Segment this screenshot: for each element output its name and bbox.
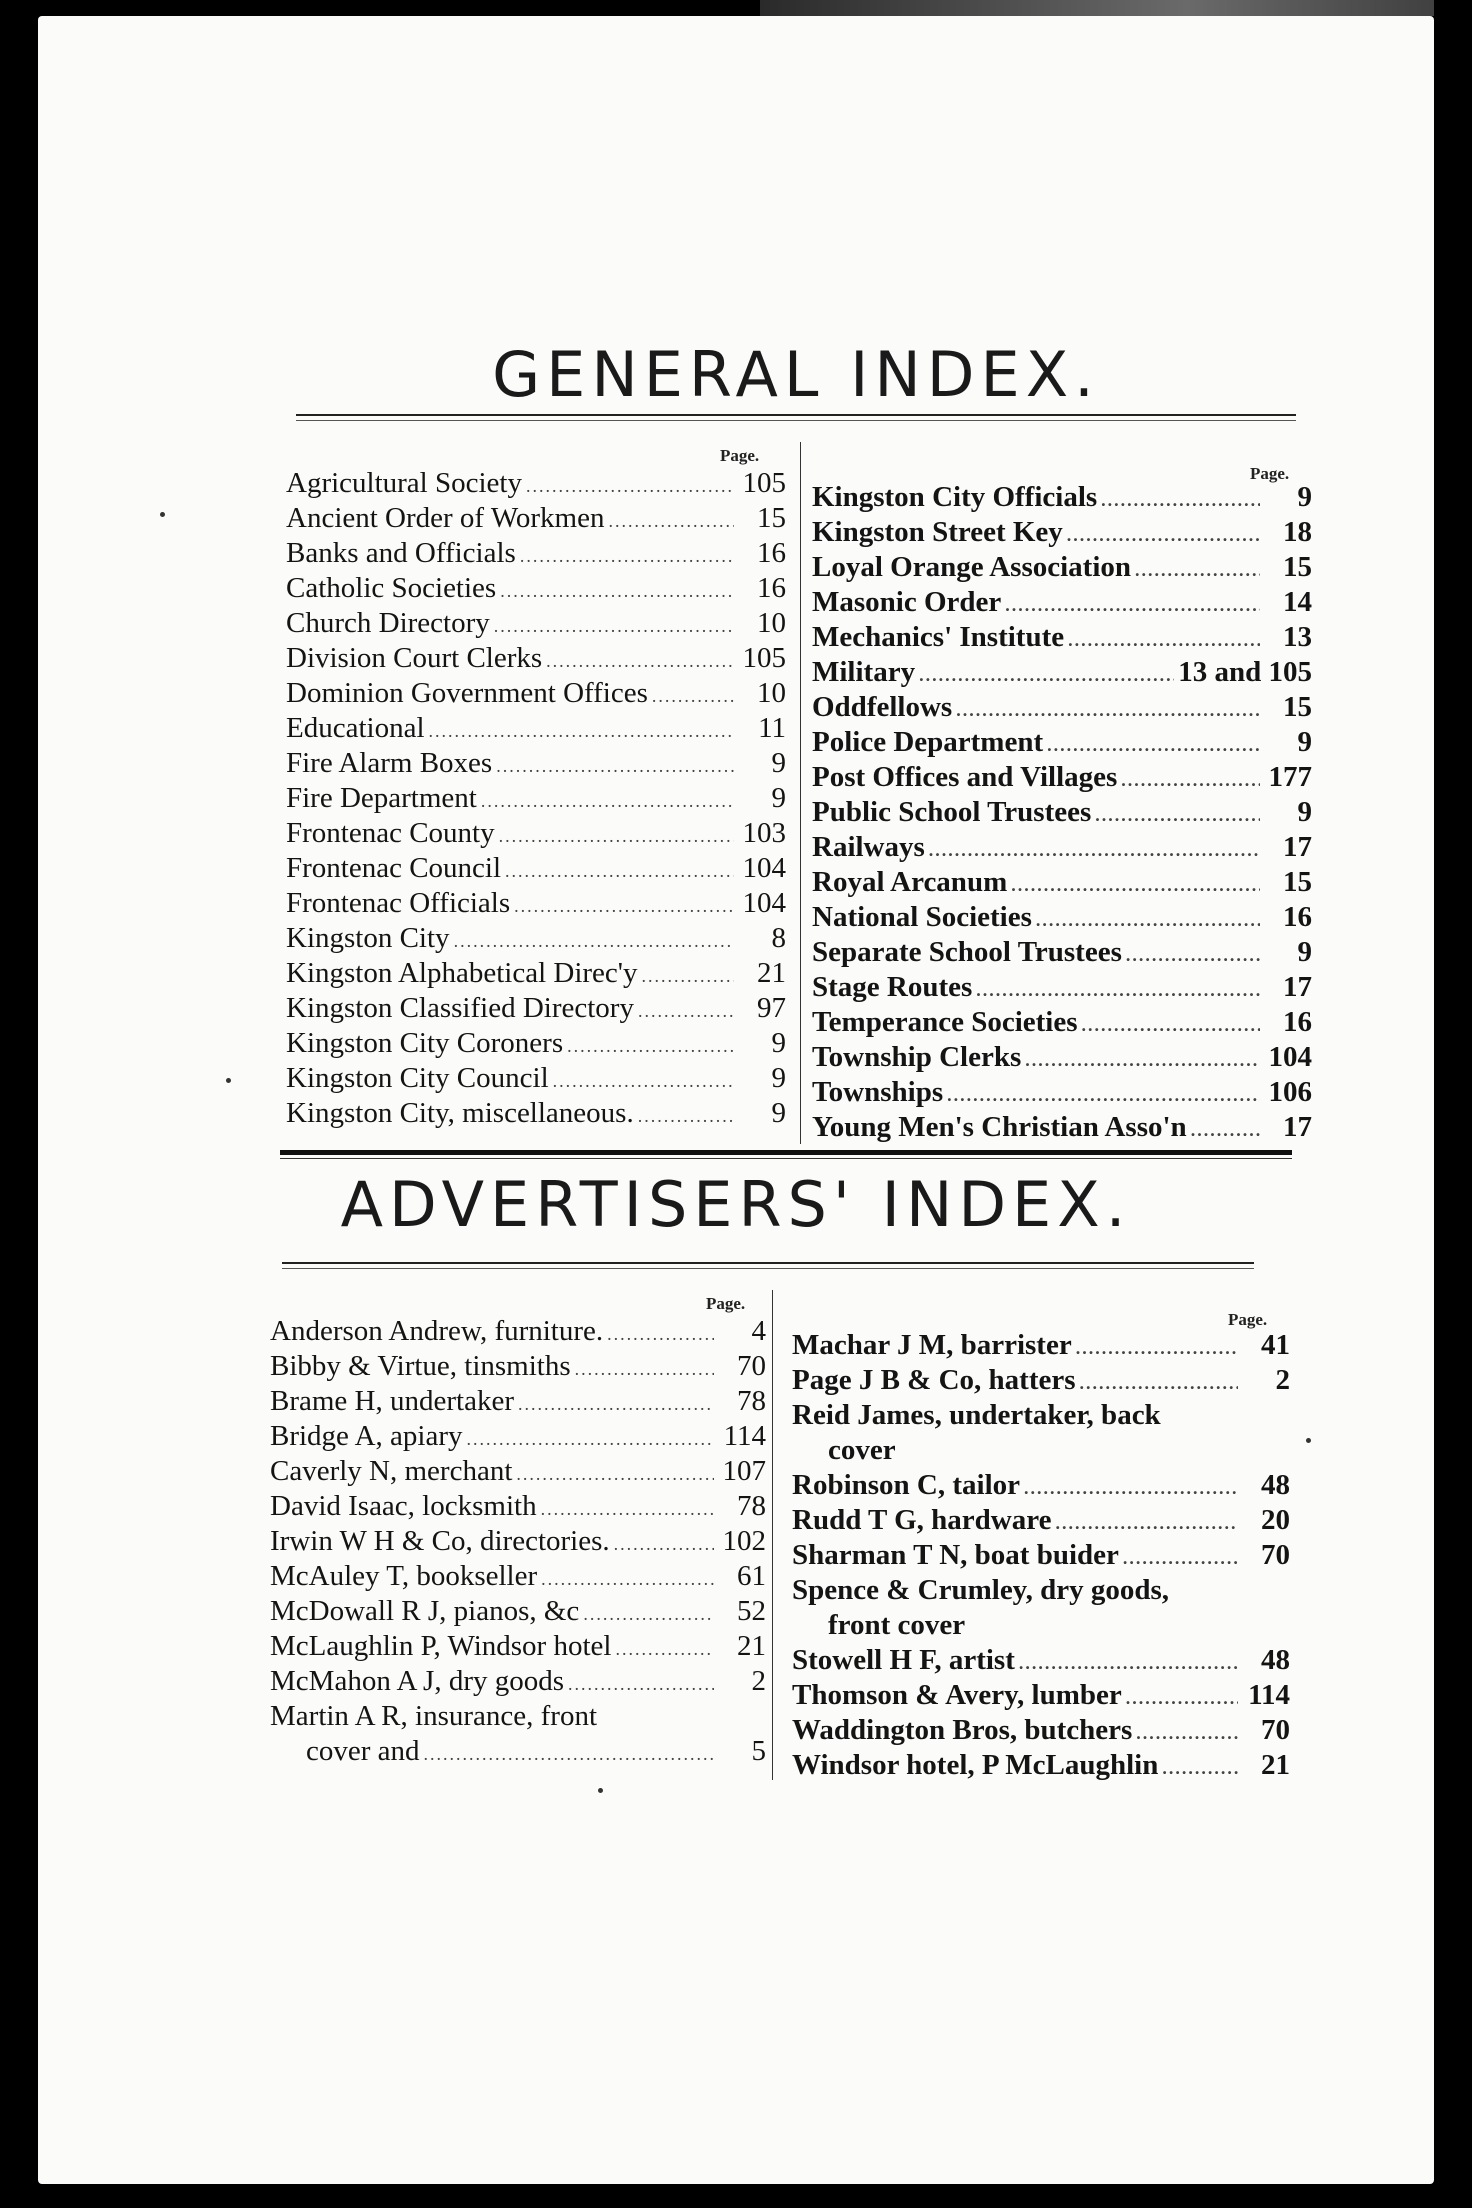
dot-leader <box>424 1737 714 1772</box>
index-entry-label: Division Court Clerks <box>286 642 543 674</box>
dot-leader <box>956 693 1260 728</box>
index-entry <box>286 1061 786 1096</box>
dot-leader <box>1055 1506 1238 1541</box>
dot-leader <box>1126 938 1260 973</box>
index-entry-page: 2 <box>751 1665 766 1697</box>
index-entry-page: 107 <box>722 1455 766 1487</box>
dot-leader <box>1121 763 1260 798</box>
index-entry-label: Frontenac Council <box>286 852 502 884</box>
index-entry-label: Machar J M, barrister <box>792 1329 1072 1361</box>
index-entry-page: 4 <box>751 1315 766 1347</box>
index-entry-page: 16 <box>1283 901 1312 933</box>
scan-border-right <box>1434 0 1472 2208</box>
index-entry-page: 14 <box>1283 586 1312 618</box>
index-entry-page: 5 <box>751 1735 766 1767</box>
dot-leader <box>568 1667 714 1702</box>
general-column-divider <box>800 442 801 1144</box>
index-entry-page: 21 <box>737 1630 766 1662</box>
index-entry-label: Agricultural Society <box>286 467 522 499</box>
index-entry-page: 78 <box>737 1490 766 1522</box>
index-entry-page: 102 <box>722 1525 766 1557</box>
dot-leader <box>481 784 734 819</box>
index-entry <box>286 571 786 606</box>
index-entry <box>286 501 786 536</box>
advertisers-right-page-heading: Page. <box>1228 1310 1268 1329</box>
dot-leader <box>1067 518 1260 553</box>
general-right-page-heading: Page. <box>1250 464 1290 483</box>
index-entry <box>270 1454 766 1489</box>
index-entry-label: Kingston Alphabetical Direc'y <box>286 957 638 989</box>
dot-leader <box>1080 1366 1238 1401</box>
index-entry <box>792 1363 1290 1398</box>
index-entry-page: 10 <box>757 677 786 709</box>
index-entry <box>812 830 1312 865</box>
index-entry-label: Page J B & Co, hatters <box>792 1364 1076 1396</box>
index-entry-label: Kingston City Officials <box>812 481 1098 513</box>
index-entry-label: Ancient Order of Workmen <box>286 502 605 534</box>
index-entry-label: Rudd T G, hardware <box>792 1504 1052 1536</box>
index-entry-label: Reid James, undertaker, back <box>792 1399 1161 1431</box>
dot-leader <box>1191 1113 1260 1148</box>
index-entry-label: Mechanics' Institute <box>812 621 1065 653</box>
index-entry-label: Oddfellows <box>812 691 953 723</box>
index-entry-label: Post Offices and Villages <box>812 761 1118 793</box>
index-entry-label: National Societies <box>812 901 1032 933</box>
index-entry-label: Royal Arcanum <box>812 866 1008 898</box>
dot-leader <box>1135 553 1260 588</box>
index-entry <box>792 1678 1290 1713</box>
general-index-right-column <box>812 480 1312 1145</box>
index-entry-page: 17 <box>1283 971 1312 1003</box>
index-entry <box>792 1503 1290 1538</box>
index-entry-page: 78 <box>737 1385 766 1417</box>
dot-leader <box>1126 1681 1238 1716</box>
index-entry-label: Frontenac County <box>286 817 495 849</box>
index-entry-label: Young Men's Christian Asso'n <box>812 1111 1187 1143</box>
general-left-page-heading: Page. <box>720 446 760 465</box>
index-entry-page: 104 <box>742 852 786 884</box>
index-entry <box>792 1573 1290 1608</box>
dot-leader <box>1162 1751 1238 1786</box>
dot-leader <box>976 973 1260 1008</box>
dot-leader <box>1025 1043 1260 1078</box>
dot-leader <box>583 1597 714 1632</box>
index-entry-page: 16 <box>1283 1006 1312 1038</box>
index-entry-page: 9 <box>771 1027 786 1059</box>
index-entry <box>270 1419 766 1454</box>
scan-border-top <box>760 0 1472 16</box>
index-entry-page: 9 <box>771 1062 786 1094</box>
index-entry-label: Railways <box>812 831 925 863</box>
dot-leader <box>518 1387 714 1422</box>
index-entry <box>792 1433 1290 1468</box>
index-entry-label: Caverly N, merchant <box>270 1455 513 1487</box>
index-entry-label: Separate School Trustees <box>812 936 1122 968</box>
scan-speck <box>1306 1438 1311 1443</box>
index-entry-page: 10 <box>757 607 786 639</box>
index-entry <box>812 760 1312 795</box>
index-entry <box>270 1524 766 1559</box>
index-entry-label: David Isaac, locksmith <box>270 1490 537 1522</box>
index-entry-label: Martin A R, insurance, front <box>270 1700 598 1732</box>
index-entry <box>812 620 1312 655</box>
index-entry <box>270 1734 766 1769</box>
index-entry-label: McDowall R J, pianos, &c <box>270 1595 580 1627</box>
dot-leader <box>499 819 734 854</box>
dot-leader <box>1068 623 1260 658</box>
index-entry <box>286 816 786 851</box>
index-entry <box>812 935 1312 970</box>
index-entry-page: 41 <box>1261 1329 1290 1361</box>
index-entry-page: 105 <box>742 642 786 674</box>
index-entry <box>286 886 786 921</box>
index-entry-label: Bridge A, apiary <box>270 1420 463 1452</box>
index-entry-label: Dominion Government Offices <box>286 677 648 709</box>
index-entry-label: Kingston Street Key <box>812 516 1063 548</box>
index-entry-page: 114 <box>723 1420 766 1452</box>
index-entry <box>286 641 786 676</box>
index-entry-label: Temperance Societies <box>812 1006 1078 1038</box>
index-entry-label: Stage Routes <box>812 971 973 1003</box>
index-entry-page: 97 <box>757 992 786 1024</box>
dot-leader <box>514 889 734 924</box>
index-entry-label: Kingston City Coroners <box>286 1027 564 1059</box>
index-entry-label: McAuley T, bookseller <box>270 1560 538 1592</box>
index-entry-label: Sharman T N, boat buider <box>792 1539 1119 1571</box>
index-entry-page: 13 <box>1283 621 1312 653</box>
dot-leader <box>638 994 734 1029</box>
index-entry <box>792 1748 1290 1783</box>
index-entry <box>792 1608 1290 1643</box>
index-entry-label: Loyal Orange Association <box>812 551 1132 583</box>
index-entry-page: 9 <box>1297 936 1312 968</box>
advertisers-left-page-heading: Page. <box>706 1294 746 1313</box>
index-entry-page: 114 <box>1248 1679 1290 1711</box>
index-entry-page: 2 <box>1275 1364 1290 1396</box>
index-entry <box>286 991 786 1026</box>
dot-leader <box>615 1632 714 1667</box>
index-entry <box>270 1629 766 1664</box>
index-entry <box>286 711 786 746</box>
index-entry-page: 18 <box>1283 516 1312 548</box>
index-entry-label: Bibby & Virtue, tinsmiths <box>270 1350 571 1382</box>
index-entry-label: Spence & Crumley, dry goods, <box>792 1574 1169 1606</box>
dot-leader <box>638 1099 734 1134</box>
dot-leader <box>546 644 734 679</box>
index-entry <box>812 795 1312 830</box>
index-entry-page: 9 <box>771 747 786 779</box>
index-entry-page: 106 <box>1268 1076 1312 1108</box>
dot-leader <box>553 1064 734 1099</box>
advertisers-column-divider <box>772 1290 773 1780</box>
index-entry <box>286 746 786 781</box>
index-entry <box>286 1026 786 1061</box>
index-entry-label: Kingston City Council <box>286 1062 549 1094</box>
index-entry <box>286 536 786 571</box>
dot-leader <box>1082 1008 1260 1043</box>
index-entry-page: 104 <box>1268 1041 1312 1073</box>
scan-speck <box>226 1078 231 1083</box>
dot-leader <box>1047 728 1260 763</box>
index-entry-label: Kingston Classified Directory <box>286 992 634 1024</box>
index-entry-label: cover and <box>306 1735 420 1767</box>
index-entry <box>812 480 1312 515</box>
index-entry <box>286 851 786 886</box>
index-entry-page: 21 <box>757 957 786 989</box>
index-entry <box>286 781 786 816</box>
index-entry-page: 105 <box>742 467 786 499</box>
index-entry <box>286 466 786 501</box>
index-entry <box>812 1005 1312 1040</box>
general-index-bottom-rule <box>280 1150 1292 1159</box>
index-entry-page: 9 <box>1297 796 1312 828</box>
index-entry-label: cover <box>828 1434 896 1466</box>
index-entry-page: 177 <box>1268 761 1312 793</box>
dot-leader <box>505 854 734 889</box>
index-entry-label: Kingston City <box>286 922 450 954</box>
advertisers-index-left-column <box>270 1314 766 1769</box>
dot-leader <box>1011 868 1260 903</box>
index-entry-page: 17 <box>1283 831 1312 863</box>
index-entry <box>792 1643 1290 1678</box>
index-entry <box>270 1489 766 1524</box>
index-entry-page: 20 <box>1261 1504 1290 1536</box>
scan-speck <box>160 512 165 517</box>
index-entry <box>812 585 1312 620</box>
index-entry-label: Fire Alarm Boxes <box>286 747 493 779</box>
general-index-top-rule <box>296 414 1296 421</box>
index-entry <box>812 690 1312 725</box>
index-entry-label: Brame H, undertaker <box>270 1385 514 1417</box>
index-entry <box>270 1314 766 1349</box>
dot-leader <box>494 609 734 644</box>
advertisers-index-top-rule <box>282 1262 1254 1269</box>
index-entry-page: 15 <box>757 502 786 534</box>
dot-leader <box>608 504 734 539</box>
dot-leader <box>541 1492 714 1527</box>
index-entry-label: Military <box>812 656 916 688</box>
index-entry-page: 52 <box>737 1595 766 1627</box>
index-entry <box>812 1040 1312 1075</box>
index-entry-page: 16 <box>757 572 786 604</box>
dot-leader <box>642 959 734 994</box>
dot-leader <box>652 679 734 714</box>
index-entry <box>286 1096 786 1131</box>
index-entry-label: Banks and Officials <box>286 537 516 569</box>
index-entry-label: Frontenac Officials <box>286 887 511 919</box>
dot-leader <box>500 574 734 609</box>
index-entry-page: 70 <box>1261 1539 1290 1571</box>
index-entry-label: Waddington Bros, butchers <box>792 1714 1133 1746</box>
index-entry-page: 9 <box>1297 726 1312 758</box>
dot-leader <box>919 658 1174 693</box>
index-entry <box>270 1349 766 1384</box>
index-entry-label: Fire Department <box>286 782 477 814</box>
dot-leader <box>496 749 734 784</box>
index-entry-label: Catholic Societies <box>286 572 497 604</box>
dot-leader <box>575 1352 714 1387</box>
index-entry <box>812 655 1312 690</box>
dot-leader <box>429 714 734 749</box>
dot-leader <box>607 1317 714 1352</box>
dot-leader <box>516 1457 714 1492</box>
dot-leader <box>929 833 1260 868</box>
index-entry-label: Church Directory <box>286 607 490 639</box>
dot-leader <box>1101 483 1260 518</box>
advertisers-index-title: ADVERTISERS' INDEX. <box>340 1168 1132 1241</box>
index-entry-label: front cover <box>828 1609 966 1641</box>
index-entry-label: Public School Trustees <box>812 796 1092 828</box>
index-entry-label: Windsor hotel, P McLaughlin <box>792 1749 1159 1781</box>
index-entry <box>812 900 1312 935</box>
dot-leader <box>466 1422 714 1457</box>
index-entry-label: Township Clerks <box>812 1041 1022 1073</box>
scan-speck <box>598 1788 603 1793</box>
index-entry-label: Robinson C, tailor <box>792 1469 1021 1501</box>
advertisers-index-right-column <box>792 1328 1290 1783</box>
general-index-left-column <box>286 466 786 1131</box>
index-entry-label: McMahon A J, dry goods <box>270 1665 565 1697</box>
dot-leader <box>454 924 734 959</box>
index-entry-page: 8 <box>771 922 786 954</box>
index-entry <box>270 1559 766 1594</box>
index-entry-page: 13 and 105 <box>1178 656 1312 688</box>
index-entry-label: Educational <box>286 712 425 744</box>
index-entry <box>812 550 1312 585</box>
index-entry <box>812 865 1312 900</box>
index-entry-label: Anderson Andrew, furniture. <box>270 1315 604 1347</box>
index-entry <box>812 1075 1312 1110</box>
dot-leader <box>614 1527 714 1562</box>
index-entry <box>792 1538 1290 1573</box>
index-entry-page: 9 <box>771 782 786 814</box>
index-entry <box>286 921 786 956</box>
index-entry <box>270 1594 766 1629</box>
dot-leader <box>947 1078 1260 1113</box>
dot-leader <box>567 1029 734 1064</box>
index-entry-label: Stowell H F, artist <box>792 1644 1015 1676</box>
dot-leader <box>541 1562 714 1597</box>
index-entry-page: 48 <box>1261 1469 1290 1501</box>
index-entry-label: Townships <box>812 1076 944 1108</box>
dot-leader <box>1036 903 1260 938</box>
index-entry-label: Thomson & Avery, lumber <box>792 1679 1122 1711</box>
dot-leader <box>1024 1471 1238 1506</box>
general-index-title: GENERAL INDEX. <box>492 338 1100 411</box>
index-entry-label: Masonic Order <box>812 586 1002 618</box>
index-entry-label: McLaughlin P, Windsor hotel <box>270 1630 612 1662</box>
dot-leader <box>1076 1331 1238 1366</box>
index-entry <box>270 1384 766 1419</box>
index-entry-page: 70 <box>1261 1714 1290 1746</box>
dot-leader <box>1019 1646 1238 1681</box>
index-entry-page: 17 <box>1283 1111 1312 1143</box>
index-entry-page: 21 <box>1261 1749 1290 1781</box>
index-entry <box>792 1713 1290 1748</box>
index-entry <box>792 1398 1290 1433</box>
index-entry-page: 103 <box>742 817 786 849</box>
dot-leader <box>1095 798 1260 833</box>
index-entry-label: Kingston City, miscellaneous. <box>286 1097 634 1129</box>
dot-leader <box>526 469 734 504</box>
index-entry-page: 15 <box>1283 691 1312 723</box>
index-entry <box>286 606 786 641</box>
index-entry-page: 15 <box>1283 551 1312 583</box>
index-entry-page: 16 <box>757 537 786 569</box>
index-entry-page: 11 <box>758 712 786 744</box>
index-entry-page: 9 <box>771 1097 786 1129</box>
index-entry-page: 104 <box>742 887 786 919</box>
index-entry <box>270 1699 766 1734</box>
index-entry-page: 15 <box>1283 866 1312 898</box>
index-entry <box>286 956 786 991</box>
dot-leader <box>520 539 734 574</box>
index-entry-page: 61 <box>737 1560 766 1592</box>
index-entry <box>812 515 1312 550</box>
index-entry <box>792 1468 1290 1503</box>
dot-leader <box>1005 588 1260 623</box>
index-entry-page: 48 <box>1261 1644 1290 1676</box>
index-entry-label: Police Department <box>812 726 1044 758</box>
index-entry <box>812 1110 1312 1145</box>
index-entry-label: Irwin W H & Co, directories. <box>270 1525 610 1557</box>
dot-leader <box>1136 1716 1238 1751</box>
index-entry-page: 9 <box>1297 481 1312 513</box>
index-entry <box>812 970 1312 1005</box>
index-entry-page: 70 <box>737 1350 766 1382</box>
index-entry <box>286 676 786 711</box>
index-entry <box>812 725 1312 760</box>
index-entry <box>270 1664 766 1699</box>
dot-leader <box>1123 1541 1238 1576</box>
index-entry <box>792 1328 1290 1363</box>
